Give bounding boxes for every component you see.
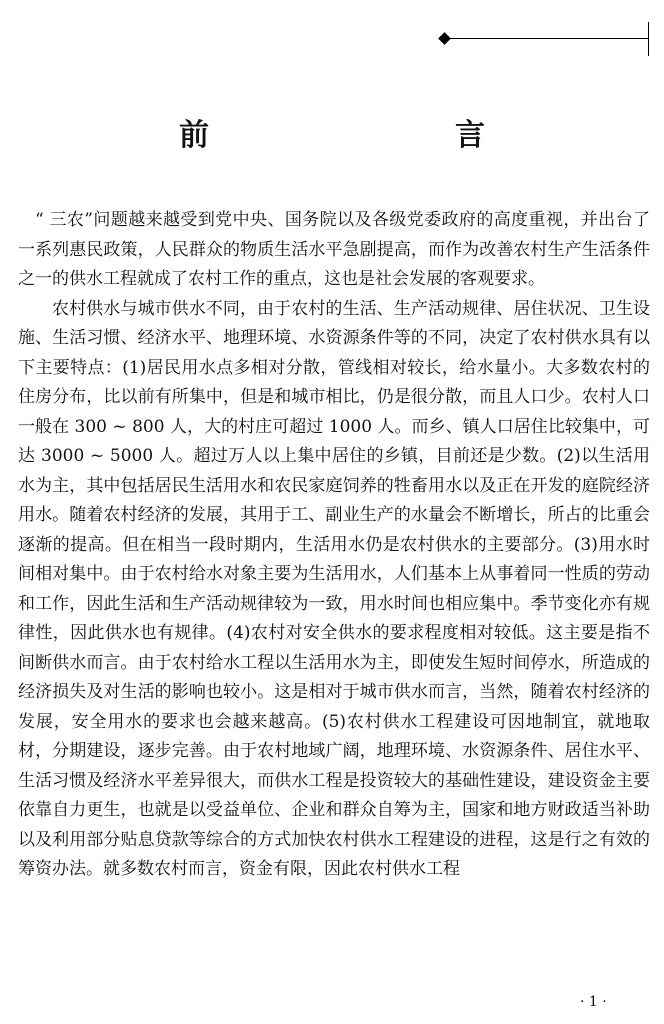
page-number: · 1 · — [580, 994, 607, 1010]
page-title: 前 言 — [179, 118, 547, 153]
preface-body — [18, 206, 650, 885]
header-line — [449, 38, 649, 39]
header-tick — [648, 22, 649, 56]
paragraph: 农村供水与城市供水不同，由于农村的生活、生产活动规律、居住状况、卫生设施、生活习惯、经济水平、地理环境、水资源条件等的不同，决定了农村供水具有以下主要特点：(1)居民用水点多相对分散，管线相对较长，给水量小。大多数农村的住房分布，比以前有所集中，但是和城市相比，仍是很分散，而且人口少。农村人口一般在 300 ~ 800 人，大的村庄可超过 1000 人。而乡、镇人口居住比较集中，可达 3000 ~ 5000 人。超过万人以上集中居住的乡镇，目前还是少数。(2)以生活用水为主，其中包括居民生活用水和农民家庭饲养的牲畜用水以及正在开发的庭院经济用水。随着农村经济的发展，其用于工、副业生产的水量会不断增长，所占的比重会逐渐的提高。但在相当一段时期内，生活用水仍是农村供水的主要部分。(3)用水时间相对集中。由于农村给水对象主要为生活用水，人们基本上从事着同一性质的劳动和工作，因此生活和生产活动规律较为一致，用水时间也相应集中。季节变化亦有规律性，因此供水也有规律。(4)农村对安全供水的要求程度相对较低。这主要是指不间断供水而言。由于农村给水工程以生活用水为主，即使发生短时间停水，所造成的经济损失及对生活的影响也较小。这是相对于城市供水而言，当然，随着农村经济的发展，安全用水的要求也会越来越高。(5)农村供水工程建设可因地制宜，就地取材，分期建设，逐步完善。由于农村地域广阔，地理环境、水资源条件、居住水平、生活习惯及经济水平差异很大，而供水工程是投资较大的基础性建设，建设资金主要依靠自力更生，也就是以受益单位、企业和群众自筹为主，国家和地方财政适当补助以及利用部分贴息贷款等综合的方式加快农村供水工程建设的进程，这是行之有效的筹资办法。就多数农村而言，资金有限，因此农村供水工程 — [18, 298, 650, 879]
header-ornament-rule — [440, 22, 660, 62]
paragraph: “ 三农”问题越来越受到党中央、国务院以及各级党委政府的高度重视，并出台了一系列惠民政策，人民群众的物质生活水平急剧提高，而作为改善农村生产生活条件之一的供水工程就成了农村工作的重点，这也是社会发展的客观要求。 — [18, 210, 650, 289]
